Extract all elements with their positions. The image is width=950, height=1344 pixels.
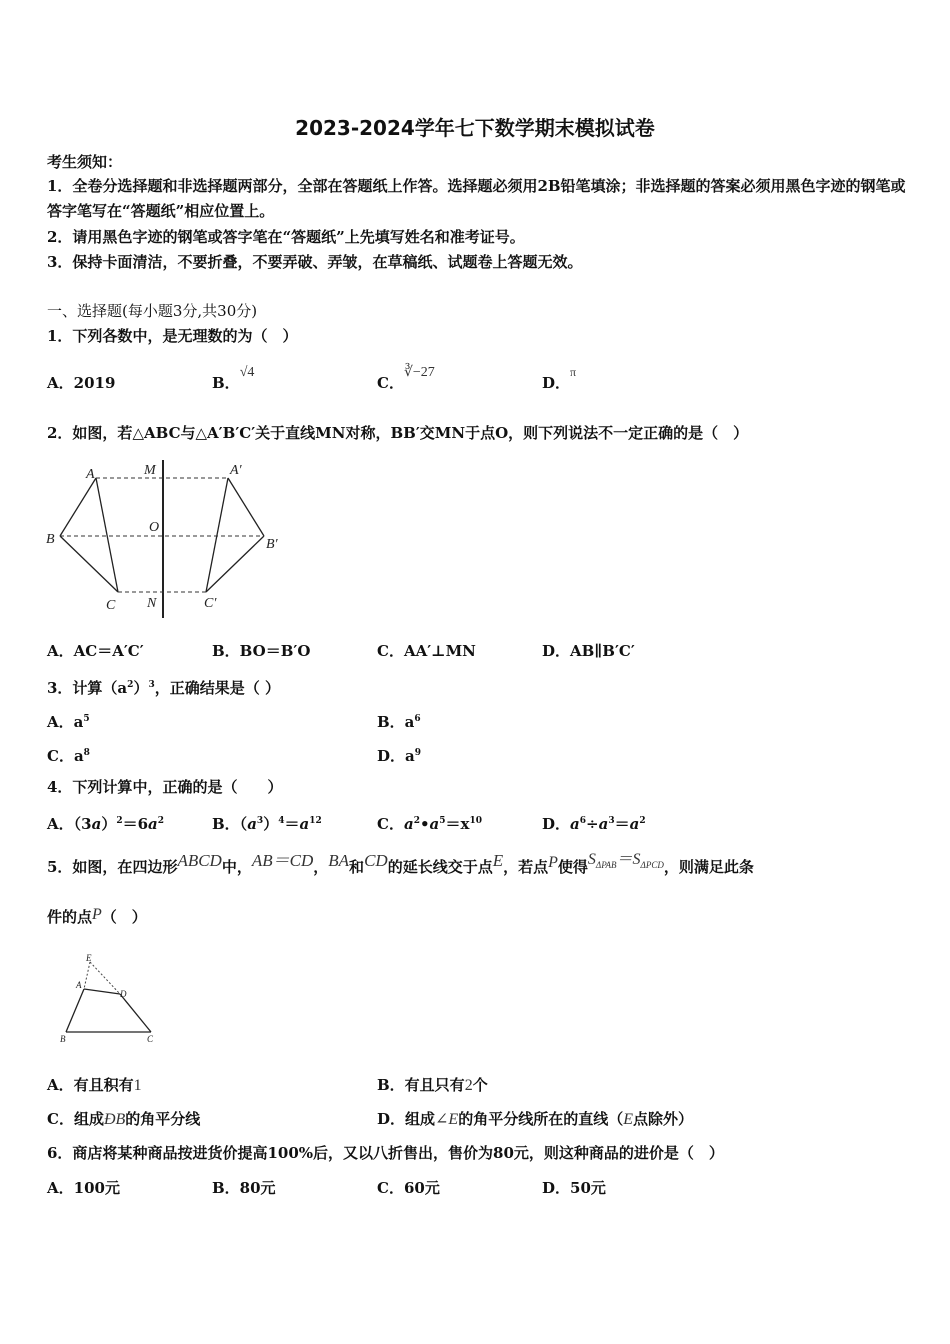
q4-option-b: B．$(a^3)^4=a^{12}$ bbox=[212, 815, 322, 833]
label-n: N bbox=[147, 596, 157, 611]
q1-option-d: D．$^\pi$ bbox=[542, 365, 577, 392]
label-a: A bbox=[86, 467, 95, 482]
q2-option-a: A．AC＝A′C′ bbox=[47, 642, 144, 660]
label-d: D bbox=[120, 989, 127, 999]
label-c: C bbox=[106, 598, 116, 613]
page-title: 2023-2024学年七下数学期末模拟试卷 bbox=[295, 116, 655, 140]
q1-stem: 1．下列各数中，是无理数的为（ ） bbox=[47, 327, 298, 345]
q4-option-c: C．$a^2•a^5=x^{10}$ bbox=[377, 815, 483, 833]
label-c1: C′ bbox=[204, 596, 217, 611]
edge-ac bbox=[96, 478, 118, 592]
section-heading: 一、选择题(每小题3分,共30分) bbox=[47, 302, 258, 320]
notice-heading: 考生须知： bbox=[47, 153, 123, 171]
label-a1: A′ bbox=[230, 463, 242, 478]
q5-option-a: A．有且积有1 bbox=[47, 1076, 142, 1094]
q3-option-a: A．$a^5$ bbox=[47, 713, 90, 731]
q6-option-a: A．100元 bbox=[47, 1179, 120, 1197]
q6-option-d: D．50元 bbox=[542, 1179, 606, 1197]
label-o: O bbox=[149, 520, 160, 535]
q5-stem-line2: 件的点P（ ） bbox=[47, 906, 147, 926]
edge-ad bbox=[84, 989, 120, 994]
edge-dc bbox=[120, 994, 151, 1032]
q6-stem: 6．商店将某种商品按进货价提高100%后，又以八折售出，售价为80元，则这种商品的进价是（ ） bbox=[47, 1144, 724, 1162]
label-e: E bbox=[86, 953, 92, 963]
notice-item-3: 3．保持卡面清洁，不要折叠，不要弄破、弄皱，在草稿纸、试题卷上答题无效。 bbox=[47, 253, 583, 271]
pi-math: π bbox=[570, 365, 577, 379]
dashed-ea bbox=[84, 962, 90, 989]
q5-figure bbox=[56, 952, 166, 1044]
label-b1: B′ bbox=[266, 537, 278, 552]
dashed-ed bbox=[90, 962, 120, 994]
q2-option-d: D．AB∥B′C′ bbox=[542, 642, 635, 660]
q1-option-c: C．∛−27 bbox=[377, 365, 435, 392]
label-b: B bbox=[46, 532, 55, 547]
q6-option-b: B．80元 bbox=[212, 1179, 276, 1197]
q4-stem: 4．下列计算中，正确的是（ ） bbox=[47, 778, 283, 796]
edge-a1b1 bbox=[228, 478, 264, 536]
q3-option-c: C．$a^8$ bbox=[47, 747, 90, 765]
q4-option-a: A．$(3a)^2=6a^2$ bbox=[47, 815, 165, 833]
q2-stem: 2．如图，若△ABC与△A′B′C′关于直线MN对称，BB′交MN于点O，则下列说法不一定正确的是（ ） bbox=[47, 424, 749, 442]
q4-option-d: D．$a^6\div a^3=a^2$ bbox=[542, 815, 646, 833]
q3-option-b: B．$a^6$ bbox=[377, 713, 421, 731]
q5-stem-line1: 5．如图，在四边形ABCD中，AB＝CD，BA和CD的延长线交于点E，若点P使得$S_{\Delta PAB}=S_{\Delta PCD}$，则满足此条 bbox=[47, 851, 754, 876]
sqrt4-math: √4 bbox=[239, 365, 255, 380]
q2-option-b: B．BO＝B′O bbox=[212, 642, 311, 660]
q1-option-b: B．√4 bbox=[212, 365, 255, 392]
edge-ab bbox=[60, 478, 96, 536]
edge-a1c1 bbox=[206, 478, 228, 592]
q5-option-b: B．有且只有2个 bbox=[377, 1076, 488, 1094]
cbrt-math: ∛−27 bbox=[403, 365, 435, 380]
q5-option-c: C．组成ÐB的角平分线 bbox=[47, 1110, 201, 1128]
edge-ab bbox=[66, 989, 84, 1032]
q3-stem: 3．计算$(a^2)^3$，正确结果是（ ） bbox=[47, 679, 280, 697]
label-b: B bbox=[60, 1034, 66, 1044]
notice-item-2: 2．请用黑色字迹的钢笔或答字笔在“答题纸”上先填写姓名和准考证号。 bbox=[47, 228, 525, 246]
label-c: C bbox=[147, 1034, 154, 1044]
q2-option-c: C．AA′⊥MN bbox=[377, 642, 476, 660]
area-expr: $S_{\Delta PAB}=S_{\Delta PCD}$ bbox=[587, 851, 664, 871]
q2-figure bbox=[44, 458, 294, 623]
notice-item-1: 1．全卷分选择题和非选择题两部分，全部在答题纸上作答。选择题必须用2B铅笔填涂；非选择题的答案必须用黑色字迹的钢笔或答字笔写在“答题纸”相应位置上。 bbox=[47, 177, 906, 220]
q3-option-d: D．$a^9$ bbox=[377, 747, 421, 765]
q5-option-d: D．组成∠E的角平分线所在的直线（E点除外） bbox=[377, 1110, 694, 1128]
q6-option-c: C．60元 bbox=[377, 1179, 440, 1197]
label-a: A bbox=[76, 980, 82, 990]
q1-option-a: A．2019 bbox=[47, 374, 116, 392]
label-m: M bbox=[144, 463, 156, 478]
